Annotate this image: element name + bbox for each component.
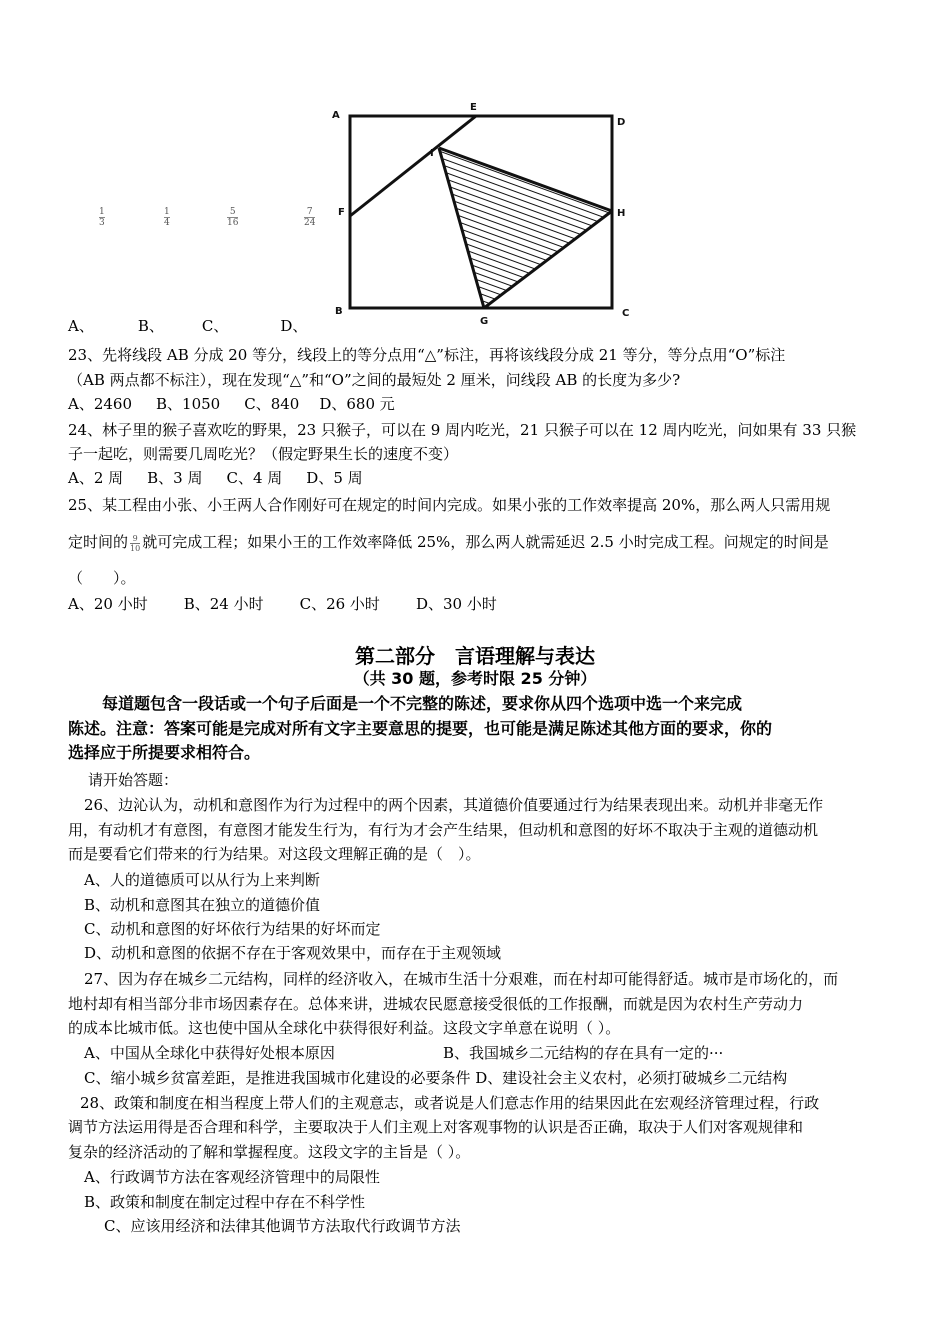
q24-line2: 子一起吃，则需要几周吃光？（假定野果生长的速度不变） — [68, 445, 459, 463]
instructions-line3: 选择应于所提要求相符合。 — [68, 743, 261, 762]
option-b: B、3 周 — [147, 469, 203, 487]
option-b: B、24 小时 — [183, 595, 264, 613]
q28-line3: 复杂的经济活动的了解和掌握程度。这段文字的主旨是（ ）。 — [68, 1143, 471, 1161]
point-label-i: I — [430, 148, 434, 159]
point-label-f: F — [338, 207, 345, 218]
point-label-b: B — [335, 306, 343, 317]
q27-option-a: A、中国从全球化中获得好处根本原因 — [84, 1044, 335, 1062]
start-prompt: 请开始答题： — [88, 771, 179, 789]
q27-line2: 地村却有相当部分非市场因素存在。总体来讲，进城农民愿意接受很低的工作报酬，而就是因为农村生产劳动力 — [68, 995, 804, 1013]
option-c: C、4 周 — [226, 469, 283, 487]
option-d: D、30 小时 — [415, 595, 497, 613]
q28-line1: 28、政策和制度在相当程度上带人们的主观意志，或者说是人们意志作用的结果因此在宏观经济管理过程，行政 — [80, 1094, 820, 1112]
option-a: A、2 周 — [68, 469, 124, 487]
option-a: A、2460 — [68, 395, 133, 413]
section-subtitle: （共 30 题，参考时限 25 分钟） — [353, 669, 597, 688]
q28-option-a: A、行政调节方法在客观经济管理中的局限性 — [84, 1168, 380, 1186]
q28-option-b: B、政策和制度在制定过程中存在不科学性 — [84, 1193, 366, 1211]
option-d: D、 — [280, 317, 308, 335]
q27-option-cd: C、缩小城乡贫富差距，是推进我国城市化建设的必要条件 D、建设社会主义农村，必须打破城乡二元结构 — [84, 1069, 788, 1087]
option-fraction-a: 1 3 — [99, 207, 105, 228]
q28-option-c: C、应该用经济和法律其他调节方法取代行政调节方法 — [104, 1217, 461, 1235]
option-c: C、840 — [244, 395, 300, 413]
q26-line3: 而是要看它们带来的行为结果。对这段文理解正确的是（ ）。 — [68, 845, 481, 863]
point-label-g: G — [480, 316, 489, 327]
option-c: C、 — [201, 317, 229, 335]
q24-options — [68, 467, 363, 489]
q27-line1: 27、因为存在城乡二元结构，同样的经济收入，在城市生活十分艰难，而在村却可能得舒适。城市是市场化的，而 — [84, 970, 839, 988]
point-label-e: E — [470, 102, 477, 113]
option-fraction-d: 7 24 — [304, 207, 316, 228]
q25-options — [68, 593, 497, 615]
point-label-c: C — [622, 308, 630, 319]
option-d: D、5 周 — [306, 469, 363, 487]
option-fraction-b: 1 4 — [164, 207, 170, 228]
point-label-h: H — [617, 208, 626, 219]
q22-options — [68, 315, 307, 337]
option-b: B、 — [137, 317, 164, 335]
option-a: A、 — [68, 317, 94, 335]
q27-option-b: B、我国城乡二元结构的存在具有一定的··· — [443, 1044, 724, 1062]
q26-option-a: A、人的道德质可以从行为上来判断 — [84, 871, 320, 889]
q23-options — [68, 393, 395, 415]
q23-line1: 23、先将线段 AB 分成 20 等分，线段上的等分点用“△”标注，再将该线段分成 21 等分，等分点用“O”标注 — [68, 346, 786, 364]
q23-line2: （AB 两点都不标注），现在发现“△”和“O”之间的最短处 2 厘米，问线段 AB 的长度为多少? — [68, 371, 681, 389]
q25-line3: （ ）。 — [68, 569, 136, 587]
section-title: 第二部分 言语理解与表达 — [355, 644, 595, 668]
q25-line1: 25、某工程由小张、小王两人合作刚好可在规定的时间内完成。如果小张的工作效率提高 20%，那么两人只需用规 — [68, 496, 831, 514]
q26-line2: 用，有动机才有意图，有意图才能发生行为，有行为才会产生结果，但动机和意图的好坏不取决于主观的道德动机 — [68, 821, 819, 839]
option-d: D、680 元 — [319, 395, 395, 413]
option-a: A、20 小时 — [68, 595, 148, 613]
option-b: B、1050 — [156, 395, 221, 413]
option-c: C、26 小时 — [299, 595, 380, 613]
q26-option-b: B、动机和意图其在独立的道德价值 — [84, 896, 321, 914]
q26-line1: 26、边沁认为，动机和意图作为行为过程中的两个因素，其道德价值要通过行为结果表现出来。动机并非毫无作 — [84, 796, 824, 814]
instructions-line2: 陈述。注意：答案可能是完成对所有文字主要意思的提要，也可能是满足陈述其他方面的要求，你的 — [68, 719, 773, 738]
point-label-d: D — [617, 117, 626, 128]
q24-line1: 24、林子里的猴子喜欢吃的野果，23 只猴子，可以在 9 周内吃光，21 只猴子可以在 12 周内吃光，问如果有 33 只猴 — [68, 421, 857, 439]
instructions-line1: 每道题包含一段话或一个句子后面是一个不完整的陈述，要求你从四个选项中选一个来完成 — [102, 694, 743, 713]
point-label-a: A — [332, 110, 340, 121]
fraction-nine-tenths: $\frac{9}{10}$ — [130, 533, 141, 553]
q27-line3: 的成本比城市低。这也使中国从全球化中获得很好利益。这段文字单意在说明（ ）。 — [68, 1019, 621, 1037]
geometry-figure — [330, 98, 650, 328]
q28-line2: 调节方法运用得是否合理和科学，主要取决于人们主观上对客观事物的认识是否正确，取决于人们对客观规律和 — [68, 1118, 804, 1136]
q26-option-c: C、动机和意图的好坏依行为结果的好坏而定 — [84, 920, 381, 938]
q25-line2: 定时间的 $\frac{9}{10}$ 就可完成工程；如果小王的工作效率降低 25%，那么两人就需延迟 2.5 小时完成工程。问规定的时间是 — [68, 533, 829, 553]
option-fraction-c: 5 16 — [227, 207, 239, 228]
q26-option-d: D、动机和意图的依据不存在于客观效果中，而存在于主观领域 — [84, 944, 502, 962]
